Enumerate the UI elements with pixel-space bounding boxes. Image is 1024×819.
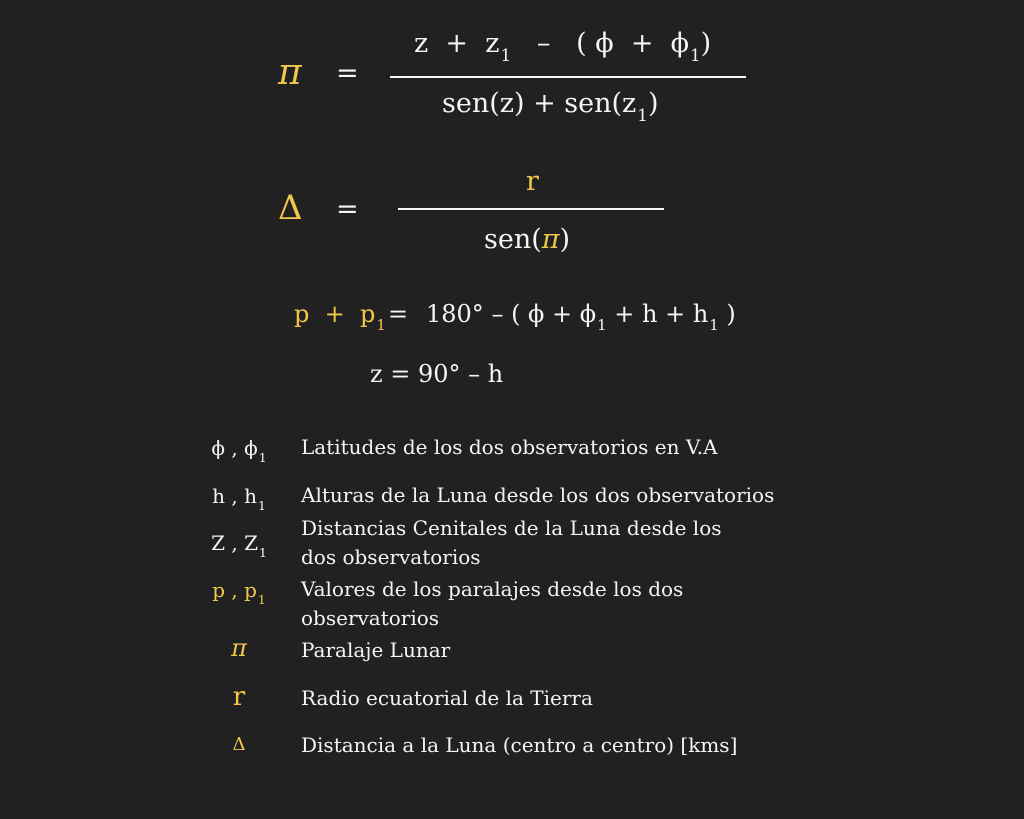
den2-pi: π <box>541 224 560 255</box>
eq3-p1: p <box>360 300 376 328</box>
legend-symbol-h: h , $h_1$ <box>212 484 266 513</box>
eq3-equals: = <box>388 300 409 328</box>
eq1-numerator <box>414 28 712 66</box>
equals-sign-eq1: = <box>336 58 359 89</box>
eq4-zenith-relation: z = 90° – h <box>370 360 504 388</box>
legend-symbol-r: r <box>232 682 246 712</box>
legend-text-z: Distancias Cenitales de la Luna desde los dos observatorios <box>301 516 722 569</box>
pi-symbol-lhs: π <box>278 52 302 93</box>
den-part1: sen(z) + sen(z <box>442 88 637 119</box>
legend-text-delta: Distancia a la Luna (centro a centro) [kms] <box>301 733 738 757</box>
equals-sign-eq2: = <box>336 194 359 225</box>
legend-symbol-z: Z , $Z_1$ <box>211 531 267 560</box>
eq3-rhs-c: ) <box>718 300 736 328</box>
num-z1: z <box>485 28 500 59</box>
num-phi1-sub: 1 <box>690 45 701 66</box>
legend-text-h: Alturas de la Luna desde los dos observatorios <box>301 483 775 507</box>
num-z: z <box>414 28 429 59</box>
num-phi1: ϕ <box>670 28 690 59</box>
eq3-plus: + <box>324 300 345 328</box>
delta-symbol-lhs: Δ <box>278 188 303 228</box>
den2-post: ) <box>559 224 571 255</box>
den-sub: 1 <box>637 105 648 126</box>
fraction-bar-eq2 <box>398 208 664 210</box>
legend-text-p: Valores de los paralajes desde los dos observatorios <box>301 577 684 630</box>
eq3-rhs-b: + h + h <box>606 300 709 328</box>
eq2-numerator-r: r <box>526 166 539 197</box>
legend-text-pi: Paralaje Lunar <box>301 638 451 662</box>
den2-pre: sen( <box>484 224 542 255</box>
num-minus: – <box>536 28 551 59</box>
num-z1-sub: 1 <box>500 45 512 66</box>
legend-symbol-delta: Δ <box>232 734 246 755</box>
num-close-paren: ) <box>700 28 712 59</box>
num-plus2: + <box>630 28 654 59</box>
legend-symbol-phi: ϕ , $\phi_1$ <box>211 436 267 465</box>
eq2-denominator <box>484 224 570 255</box>
eq3-p: p <box>294 300 310 328</box>
legend-text-r: Radio ecuatorial de la Tierra <box>301 686 593 710</box>
num-open-paren: ( <box>576 28 587 59</box>
fraction-bar-eq1 <box>390 76 746 78</box>
num-plus: + <box>445 28 469 59</box>
eq3-rhs <box>426 300 736 335</box>
eq3-lhs <box>294 300 386 335</box>
eq3-rhs-sub1: 1 <box>597 316 607 335</box>
legend-text-phi: Latitudes de los dos observatorios en V.A <box>301 435 718 459</box>
num-phi: ϕ <box>595 28 614 59</box>
eq3-p1-sub: 1 <box>376 316 386 335</box>
legend-symbol-p: p , $p_1$ <box>212 578 266 607</box>
den-part2: ) <box>647 88 659 119</box>
eq1-denominator <box>442 88 659 126</box>
eq3-rhs-a: 180° – ( ϕ + ϕ <box>426 300 597 328</box>
legend-symbol-pi: π <box>231 634 247 662</box>
eq3-rhs-sub2: 1 <box>709 316 719 335</box>
